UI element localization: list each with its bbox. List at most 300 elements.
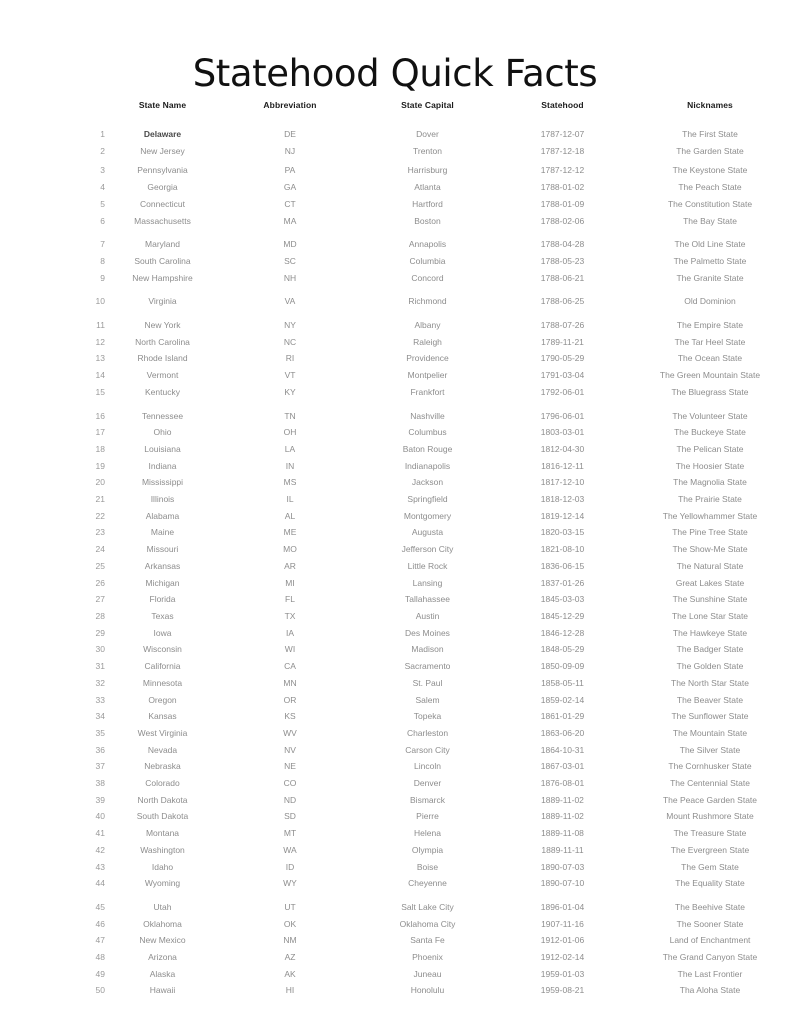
cell-state-name: West Virginia [137, 727, 188, 738]
cell-state-capital: Salt Lake City [401, 901, 454, 912]
cell-state-name: Delaware [143, 129, 182, 139]
cell-abbreviation: NM [283, 935, 297, 946]
cell-nickname: The Golden State [676, 661, 744, 672]
cell-state-capital: Trenton [413, 145, 442, 156]
table-row [0, 350, 790, 367]
cell-abbreviation: CO [283, 778, 297, 789]
cell-state-name: Kentucky [145, 386, 180, 397]
cell-state-capital: Austin [415, 610, 440, 621]
row-index: 23 [95, 527, 105, 538]
cell-statehood-date: 1907-11-16 [541, 918, 584, 929]
row-index: 27 [95, 594, 105, 605]
table-row [0, 641, 790, 658]
row-index: 41 [95, 828, 105, 839]
row-index: 29 [95, 627, 105, 638]
table-row [0, 591, 790, 608]
cell-statehood-date: 1863-06-20 [540, 727, 585, 738]
cell-state-capital: Baton Rouge [402, 443, 453, 454]
cell-state-capital: Atlanta [414, 182, 441, 193]
cell-state-capital: Phoenix [412, 952, 443, 963]
table-row [0, 825, 790, 842]
cell-nickname: Tha Aloha State [679, 985, 741, 996]
cell-state-capital: Jackson [411, 477, 444, 488]
table-row [0, 675, 790, 692]
cell-state-name: New York [144, 320, 181, 331]
statehood-facts-table [0, 100, 790, 999]
cell-state-capital: Richmond [408, 296, 447, 307]
cell-nickname: The Cornhusker State [668, 761, 752, 772]
cell-nickname: The Peace Garden State [662, 794, 758, 805]
row-index: 36 [95, 744, 105, 755]
column-header-index [0, 100, 105, 126]
cell-nickname: The First State [682, 129, 738, 139]
cell-state-capital: Little Rock [407, 560, 448, 571]
cell-state-name: New Mexico [139, 935, 186, 946]
cell-state-name: Missouri [146, 544, 179, 555]
row-index: 10 [95, 296, 105, 307]
cell-state-name: Florida [149, 594, 176, 605]
cell-statehood-date: 1890-07-10 [540, 878, 585, 889]
cell-nickname: The Bay State [683, 215, 737, 226]
table-row [0, 159, 790, 179]
row-index: 21 [95, 494, 105, 505]
cell-nickname: The Hoosier State [675, 460, 745, 471]
cell-state-name: New Jersey [140, 145, 185, 156]
row-index: 17 [95, 427, 105, 438]
cell-statehood-date: 1837-01-26 [540, 577, 585, 588]
cell-statehood-date: 1859-02-14 [540, 694, 585, 705]
row-index: 5 [100, 198, 105, 209]
cell-abbreviation: ME [283, 527, 297, 538]
cell-state-capital: Charleston [406, 727, 449, 738]
cell-state-name: Kansas [148, 711, 177, 722]
cell-state-name: Virginia [148, 296, 177, 307]
cell-abbreviation: MA [283, 215, 297, 226]
cell-nickname: The Pine Tree State [672, 527, 748, 538]
cell-state-capital: Salem [415, 694, 440, 705]
cell-statehood-date: 1788-02-06 [540, 215, 585, 226]
row-index: 9 [100, 272, 105, 283]
cell-state-capital: Hartford [412, 198, 443, 209]
cell-state-name: Maryland [145, 239, 180, 250]
cell-statehood-date: 1858-05-11 [541, 677, 584, 688]
cell-statehood-date: 1889-11-08 [541, 828, 584, 839]
cell-state-name: Wisconsin [143, 644, 182, 655]
cell-state-name: Pennsylvania [137, 165, 188, 176]
table-row [0, 524, 790, 541]
cell-abbreviation: NJ [284, 145, 296, 156]
row-index: 42 [95, 844, 105, 855]
cell-state-name: Minnesota [142, 677, 183, 688]
cell-abbreviation: OR [283, 694, 297, 705]
cell-state-capital: Lansing [412, 577, 443, 588]
row-index: 30 [95, 644, 105, 655]
row-index: 31 [95, 661, 105, 672]
table-row [0, 692, 790, 709]
row-index: 44 [95, 878, 105, 889]
cell-statehood-date: 1845-03-03 [540, 594, 585, 605]
cell-statehood-date: 1845-12-29 [540, 610, 585, 621]
cell-statehood-date: 1816-12-11 [541, 460, 584, 471]
cell-nickname: Old Dominion [684, 296, 736, 307]
cell-state-capital: Carson City [405, 744, 450, 755]
table-row [0, 334, 790, 351]
cell-statehood-date: 1896-01-04 [540, 901, 585, 912]
cell-state-name: Nevada [147, 744, 178, 755]
cell-state-capital: Providence [406, 353, 449, 364]
row-index: 12 [95, 336, 105, 347]
cell-state-capital: Helena [414, 828, 441, 839]
row-index: 38 [95, 778, 105, 789]
table-row [0, 966, 790, 983]
cell-statehood-date: 1789-11-21 [541, 336, 584, 347]
row-index: 19 [95, 460, 105, 471]
cell-abbreviation: RI [285, 353, 295, 364]
table-row [0, 758, 790, 775]
cell-state-capital: Denver [413, 778, 442, 789]
cell-nickname: The Treasure State [673, 828, 747, 839]
cell-nickname: The Prairie State [678, 494, 742, 505]
row-index: 15 [95, 386, 105, 397]
cell-abbreviation: AL [284, 510, 296, 521]
cell-state-capital: Juneau [413, 968, 442, 979]
cell-statehood-date: 1912-01-06 [540, 935, 585, 946]
cell-state-name: Utah [153, 901, 172, 912]
cell-nickname: The Gem State [681, 861, 739, 872]
row-index: 40 [95, 811, 105, 822]
table-row [0, 932, 790, 949]
cell-statehood-date: 1848-05-29 [540, 644, 585, 655]
row-index: 3 [100, 165, 105, 176]
row-index: 26 [95, 577, 105, 588]
table-row [0, 842, 790, 859]
table-row [0, 708, 790, 725]
cell-state-capital: Boise [416, 861, 439, 872]
cell-state-capital: Boston [414, 215, 441, 226]
cell-state-capital: Tallahassee [405, 594, 450, 605]
table-body [0, 126, 790, 999]
row-index: 18 [95, 443, 105, 454]
cell-statehood-date: 1889-11-11 [541, 844, 584, 855]
cell-nickname: The Badger State [676, 644, 744, 655]
cell-statehood-date: 1850-09-09 [540, 661, 585, 672]
cell-state-capital: Concord [411, 272, 444, 283]
cell-state-name: Colorado [145, 778, 180, 789]
cell-statehood-date: 1787-12-12 [540, 165, 585, 176]
table-row [0, 792, 790, 809]
cell-statehood-date: 1912-02-14 [540, 952, 585, 963]
cell-statehood-date: 1788-04-28 [540, 239, 585, 250]
table-row [0, 725, 790, 742]
page-title: Statehood Quick Facts [192, 52, 598, 95]
column-header-abbreviation: Abbreviation [263, 100, 317, 110]
cell-state-name: Maine [150, 527, 175, 538]
cell-state-capital: Dover [416, 129, 439, 139]
cell-state-capital: Indianapolis [404, 460, 451, 471]
cell-abbreviation: TN [284, 410, 296, 421]
cell-state-name: Arkansas [144, 560, 181, 571]
table-row [0, 441, 790, 458]
cell-abbreviation: OK [283, 918, 297, 929]
cell-abbreviation: PA [284, 165, 296, 176]
cell-state-name: Vermont [146, 370, 179, 381]
cell-state-name: Rhode Island [137, 353, 188, 364]
table-row [0, 143, 790, 160]
table-row [0, 310, 790, 334]
cell-abbreviation: KY [284, 386, 296, 397]
cell-nickname: The Lone Star State [671, 610, 749, 621]
cell-nickname: The Grand Canyon State [662, 952, 758, 963]
row-index: 25 [95, 560, 105, 571]
table-row [0, 875, 790, 892]
table-row [0, 558, 790, 575]
cell-abbreviation: CA [284, 661, 296, 672]
table-row [0, 424, 790, 441]
cell-state-name: California [144, 661, 181, 672]
row-index: 45 [95, 901, 105, 912]
cell-statehood-date: 1790-05-29 [540, 353, 585, 364]
cell-abbreviation: SD [284, 811, 296, 822]
cell-abbreviation: MI [285, 577, 295, 588]
cell-statehood-date: 1787-12-07 [540, 129, 585, 139]
cell-nickname: The Keystone State [672, 165, 748, 176]
cell-nickname: The Beaver State [676, 694, 744, 705]
cell-statehood-date: 1788-06-21 [540, 272, 585, 283]
cell-nickname: The Equality State [675, 878, 745, 889]
cell-statehood-date: 1846-12-28 [540, 627, 585, 638]
cell-state-name: Alaska [149, 968, 176, 979]
table-row [0, 808, 790, 825]
cell-abbreviation: DE [284, 129, 296, 139]
cell-state-capital: Oklahoma City [399, 918, 456, 929]
cell-state-name: North Carolina [135, 336, 190, 347]
row-index: 16 [95, 410, 105, 421]
cell-nickname: The Green Mountain State [659, 370, 761, 381]
column-header-statehood: Statehood [541, 100, 584, 110]
cell-state-name: Mississippi [141, 477, 184, 488]
cell-statehood-date: 1861-01-29 [540, 711, 585, 722]
cell-state-capital: St. Paul [412, 677, 443, 688]
row-index: 28 [95, 610, 105, 621]
row-index: 4 [100, 182, 105, 193]
cell-abbreviation: VT [284, 370, 296, 381]
cell-statehood-date: 1836-06-15 [540, 560, 585, 571]
cell-abbreviation: SC [284, 255, 296, 266]
cell-abbreviation: NV [284, 744, 296, 755]
cell-abbreviation: MD [283, 239, 297, 250]
table-row [0, 949, 790, 966]
row-index: 8 [100, 255, 105, 266]
cell-statehood-date: 1864-10-31 [540, 744, 585, 755]
row-index: 1 [100, 129, 105, 139]
table-row [0, 508, 790, 525]
cell-nickname: The Hawkeye State [672, 627, 748, 638]
cell-statehood-date: 1788-07-26 [540, 320, 585, 331]
cell-state-name: Wyoming [144, 878, 181, 889]
cell-statehood-date: 1787-12-18 [540, 145, 585, 156]
cell-state-name: Montana [145, 828, 180, 839]
cell-statehood-date: 1796-06-01 [540, 410, 585, 421]
row-index: 7 [100, 239, 105, 250]
cell-abbreviation: WV [283, 727, 297, 738]
cell-abbreviation: TX [284, 610, 296, 621]
cell-state-name: New Hampshire [132, 272, 193, 283]
cell-nickname: The North Star State [671, 677, 749, 688]
cell-state-capital: Frankfort [410, 386, 445, 397]
table-row [0, 286, 790, 310]
row-index: 14 [95, 370, 105, 381]
cell-statehood-date: 1890-07-03 [540, 861, 585, 872]
cell-state-name: Massachusetts [134, 215, 191, 226]
cell-nickname: The Palmetto State [673, 255, 747, 266]
cell-statehood-date: 1812-04-30 [540, 443, 585, 454]
cell-state-capital: Augusta [411, 527, 444, 538]
row-index: 24 [95, 544, 105, 555]
table-row [0, 625, 790, 642]
cell-state-name: Alabama [145, 510, 180, 521]
table-row [0, 491, 790, 508]
table-row [0, 916, 790, 933]
table-row [0, 982, 790, 999]
row-index: 47 [95, 935, 105, 946]
table-row [0, 126, 790, 143]
cell-state-name: South Dakota [136, 811, 189, 822]
cell-statehood-date: 1803-03-01 [540, 427, 585, 438]
cell-statehood-date: 1821-08-10 [540, 544, 585, 555]
row-index: 33 [95, 694, 105, 705]
row-index: 6 [100, 215, 105, 226]
cell-state-name: Washington [140, 844, 185, 855]
row-index: 2 [100, 145, 105, 156]
row-index: 50 [95, 985, 105, 996]
cell-nickname: The Sunflower State [671, 711, 749, 722]
row-index: 11 [96, 320, 105, 331]
cell-state-capital: Jefferson City [401, 544, 454, 555]
cell-state-name: Louisiana [144, 443, 181, 454]
cell-abbreviation: CT [284, 198, 296, 209]
cell-abbreviation: IL [286, 494, 294, 505]
cell-nickname: The Mountain State [672, 727, 748, 738]
cell-statehood-date: 1959-01-03 [540, 968, 585, 979]
cell-state-name: Oregon [148, 694, 177, 705]
cell-nickname: The Evergreen State [670, 844, 750, 855]
row-index: 22 [95, 510, 105, 521]
cell-abbreviation: NY [284, 320, 296, 331]
cell-state-name: Idaho [151, 861, 174, 872]
cell-nickname: The Pelican State [676, 443, 744, 454]
cell-state-name: Michigan [145, 577, 180, 588]
cell-state-name: Nebraska [144, 761, 181, 772]
cell-state-name: North Dakota [137, 794, 188, 805]
table-row [0, 253, 790, 270]
cell-statehood-date: 1889-11-02 [541, 794, 584, 805]
cell-state-capital: Honolulu [410, 985, 445, 996]
row-index: 39 [95, 794, 105, 805]
cell-state-name: Illinois [150, 494, 175, 505]
cell-abbreviation: GA [283, 182, 297, 193]
table-row [0, 213, 790, 230]
cell-statehood-date: 1867-03-01 [540, 761, 585, 772]
cell-statehood-date: 1959-08-21 [540, 985, 585, 996]
cell-nickname: Mount Rushmore State [666, 811, 754, 822]
cell-nickname: The Sooner State [676, 918, 744, 929]
cell-nickname: The Garden State [676, 145, 744, 156]
cell-state-name: Texas [151, 610, 174, 621]
cell-state-capital: Columbus [408, 427, 447, 438]
cell-nickname: The Granite State [676, 272, 744, 283]
table-row [0, 742, 790, 759]
cell-state-capital: Nashville [410, 410, 445, 421]
row-index: 49 [95, 968, 105, 979]
cell-statehood-date: 1818-12-03 [540, 494, 585, 505]
cell-state-name: Arizona [148, 952, 177, 963]
cell-nickname: The Magnolia State [673, 477, 747, 488]
cell-state-capital: Lincoln [414, 761, 441, 772]
cell-abbreviation: LA [284, 443, 296, 454]
cell-state-name: Iowa [153, 627, 172, 638]
column-header-nicknames: Nicknames [687, 100, 733, 110]
table-row [0, 196, 790, 213]
cell-abbreviation: UT [284, 901, 296, 912]
cell-state-capital: Olympia [411, 844, 444, 855]
cell-state-capital: Cheyenne [408, 878, 447, 889]
cell-abbreviation: WA [283, 844, 297, 855]
cell-statehood-date: 1788-01-09 [540, 198, 585, 209]
cell-state-name: Tennessee [141, 410, 184, 421]
cell-abbreviation: AK [284, 968, 296, 979]
cell-abbreviation: AR [284, 560, 296, 571]
cell-abbreviation: IN [285, 460, 295, 471]
cell-nickname: The Tar Heel State [674, 336, 746, 347]
cell-state-name: Connecticut [140, 198, 185, 209]
table-row [0, 474, 790, 491]
cell-nickname: The Bluegrass State [671, 386, 749, 397]
cell-state-capital: Montgomery [403, 510, 452, 521]
cell-state-capital: Annapolis [408, 239, 447, 250]
cell-abbreviation: WY [283, 878, 297, 889]
cell-abbreviation: WI [284, 644, 296, 655]
cell-state-capital: Albany [414, 320, 441, 331]
cell-state-name: Ohio [153, 427, 172, 438]
cell-state-capital: Pierre [416, 811, 439, 822]
cell-nickname: The Buckeye State [674, 427, 746, 438]
cell-abbreviation: AZ [284, 952, 296, 963]
cell-state-capital: Harrisburg [407, 165, 448, 176]
cell-nickname: The Peach State [678, 182, 742, 193]
cell-statehood-date: 1791-03-04 [540, 370, 585, 381]
cell-state-capital: Des Moines [405, 627, 450, 638]
cell-nickname: Land of Enchantment [669, 935, 751, 946]
cell-abbreviation: MT [283, 828, 297, 839]
cell-nickname: The Last Frontier [677, 968, 743, 979]
cell-state-capital: Topeka [413, 711, 442, 722]
cell-abbreviation: ND [283, 794, 297, 805]
table-row [0, 775, 790, 792]
cell-state-capital: Bismarck [410, 794, 445, 805]
cell-abbreviation: OH [283, 427, 297, 438]
cell-statehood-date: 1819-12-14 [540, 510, 585, 521]
column-header-state-name: State Name [138, 100, 187, 110]
cell-nickname: The Empire State [676, 320, 744, 331]
cell-statehood-date: 1788-06-25 [540, 296, 585, 307]
table-row [0, 859, 790, 876]
cell-nickname: The Silver State [679, 744, 741, 755]
cell-state-capital: Columbia [409, 255, 446, 266]
cell-nickname: The Sunshine State [672, 594, 748, 605]
row-index: 34 [95, 711, 105, 722]
cell-state-name: Indiana [148, 460, 177, 471]
table-row [0, 367, 790, 384]
